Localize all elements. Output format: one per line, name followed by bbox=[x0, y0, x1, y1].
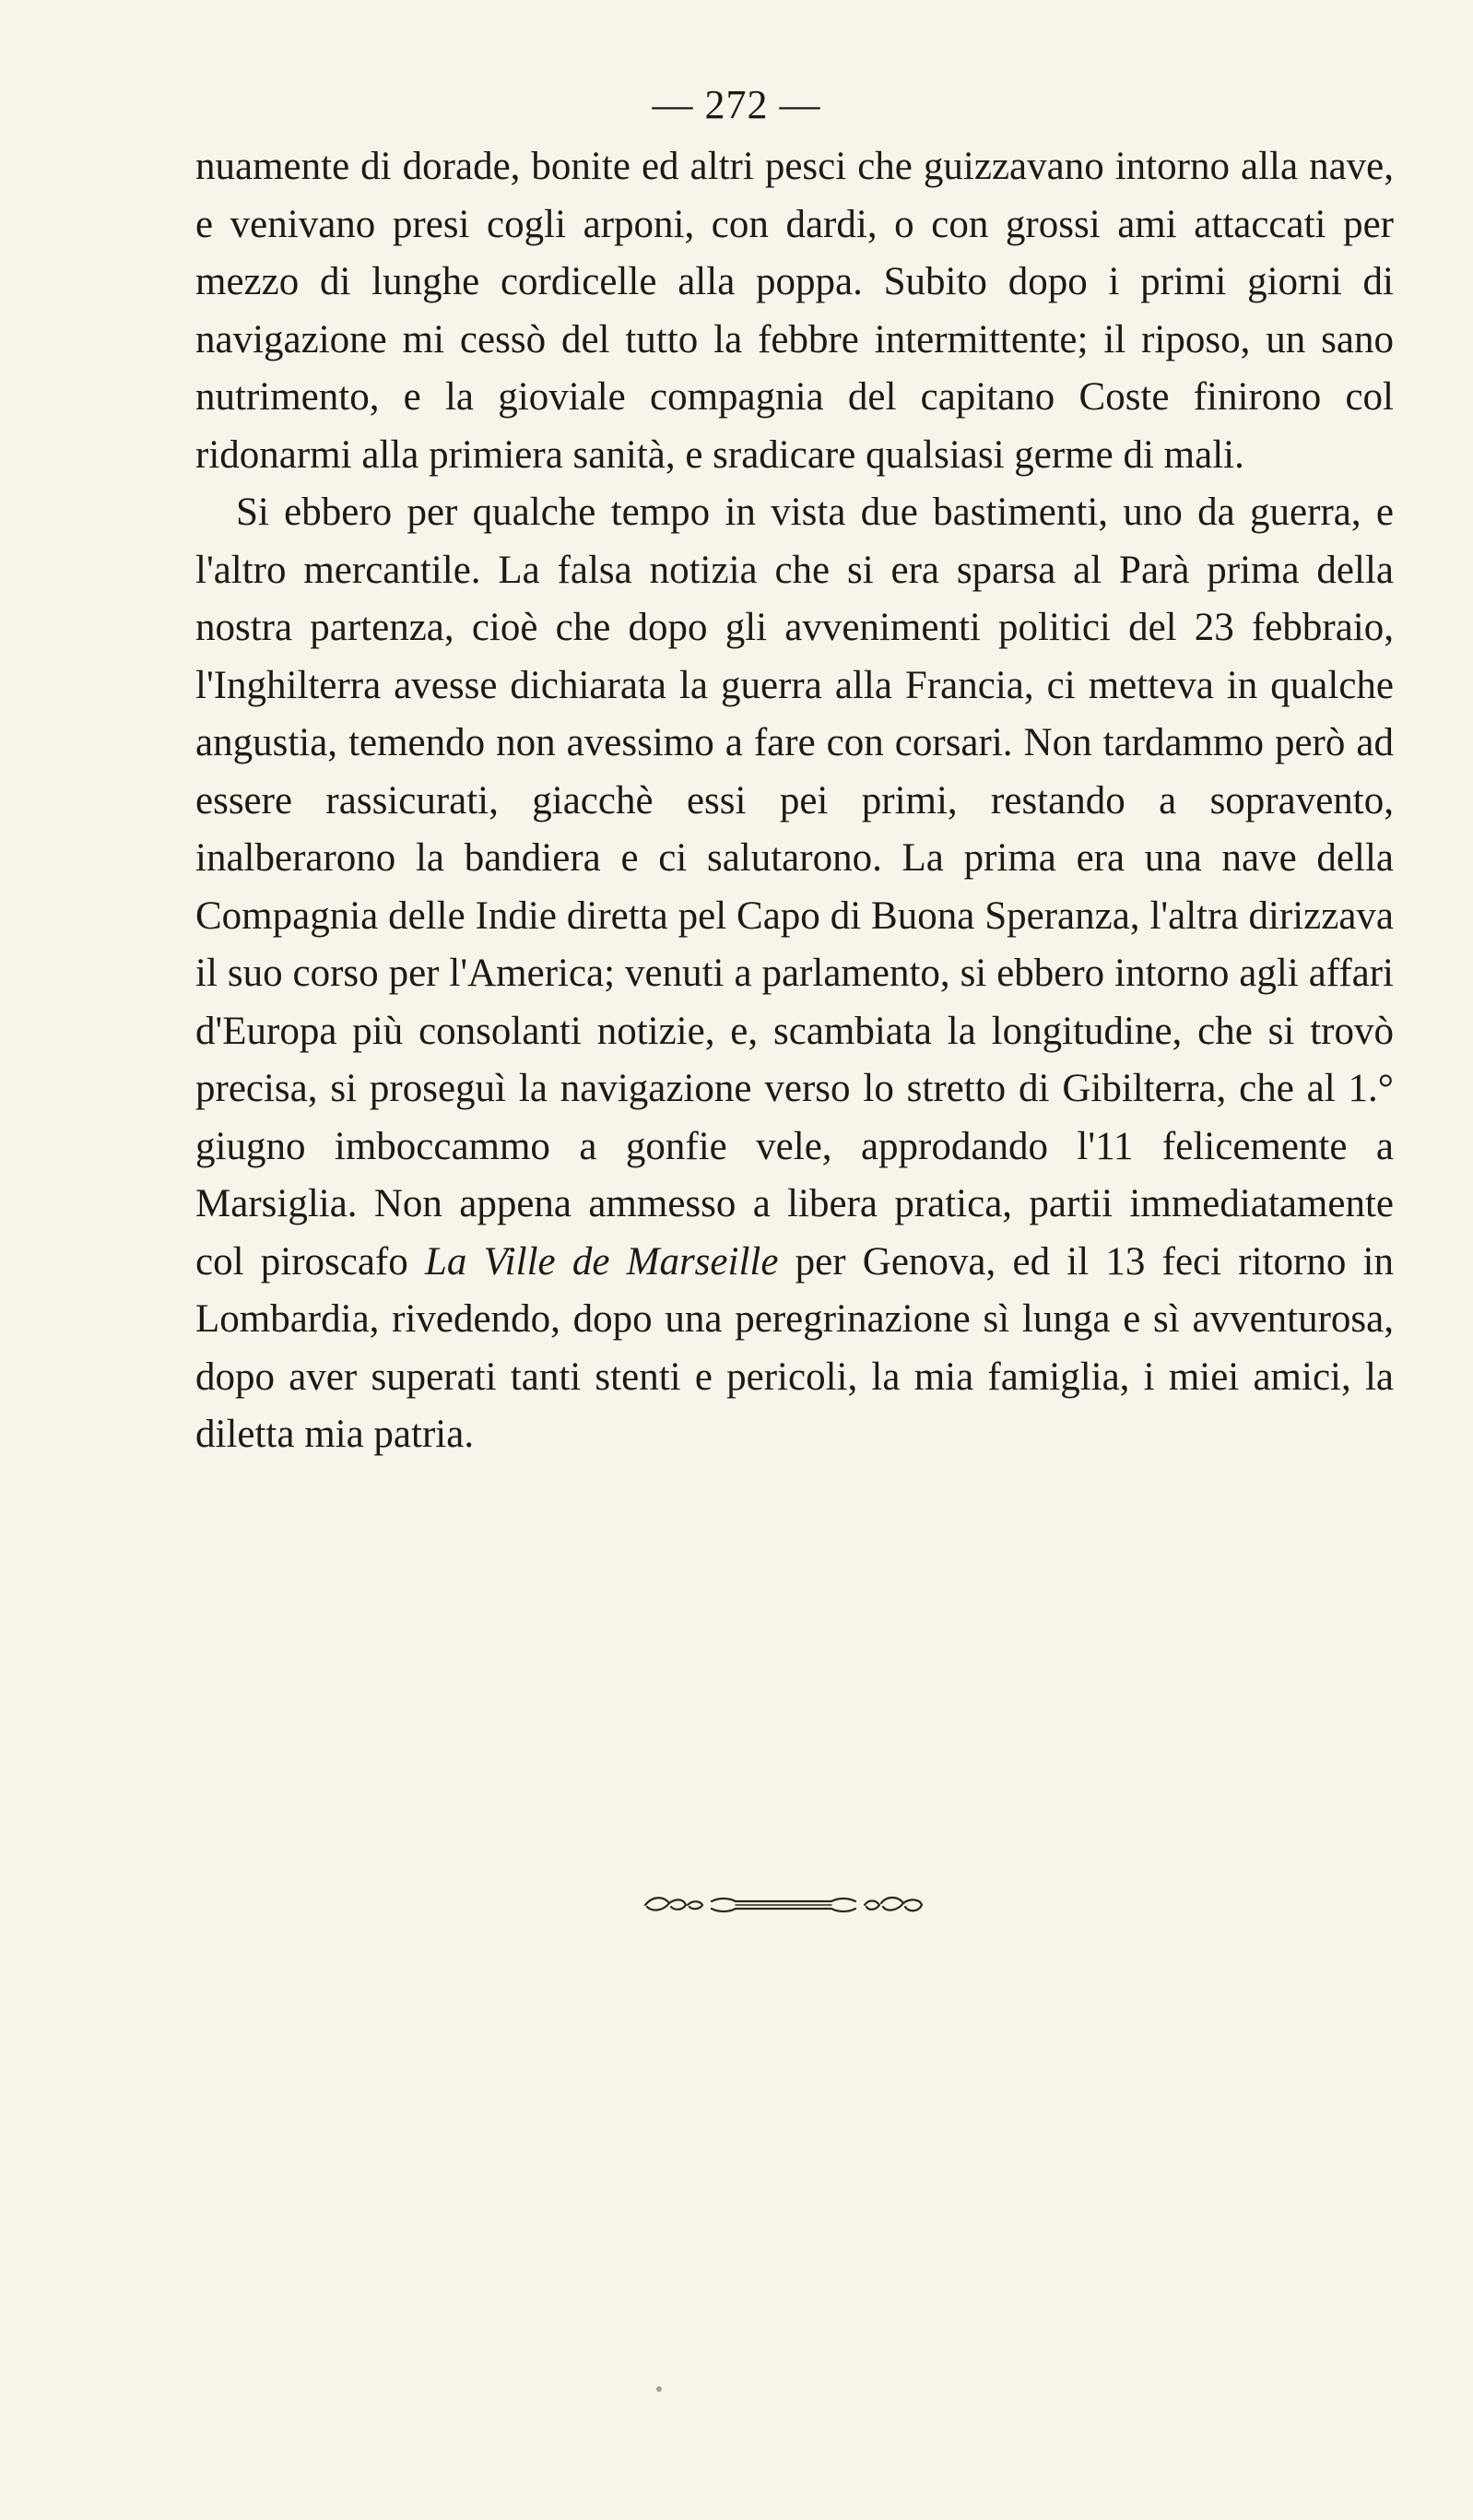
body-text bbox=[195, 138, 1394, 1464]
page-number: — 272 — bbox=[652, 82, 821, 127]
paragraph-2-text: Si ebbero per qualche tempo in vista due bastimenti, uno da guerra, e l'altro mercantile. La falsa notizia che si era sparsa al Parà prima della nostra partenza, cioè che dopo gli avvenimenti politici del 23 febbraio, l'Inghilterra avesse dichiarata la guerra alla Francia, ci metteva in qualche angustia, temendo non avessimo a fare con corsari. Non tardammo però ad essere rassicurati, giacchè essi pei primi, restando a sopravento, inalberarono la bandiera e ci salutarono. La prima era una nave della Compagnia delle Indie diretta pel Capo di Buona Speranza, l'altra dirizzava il suo corso per l'America; venuti a parlamento, si ebbero intorno agli affari d'Europa più consolanti notizie, e, scambiata la longitudine, che si trovò precisa, si proseguì la navigazione verso lo stretto di Gibilterra, che al 1.° giugno imboccammo a gonfie vele, approdando l'11 felicemente a Marsiglia. Non appena ammesso a libera pratica, partii immediatamente col piroscafo bbox=[195, 491, 1394, 1284]
paragraph-2 bbox=[195, 484, 1394, 1464]
paragraph-2-tail: per Genova, ed il 13 feci ritorno in Lombardia, rivedendo, dopo una peregrinazione sì lunga e sì avventurosa, dopo aver superati tanti stenti e pericoli, la mia famiglia, i miei amici, la diletta mia patria. bbox=[195, 1239, 1394, 1456]
tailpiece-ornament-icon bbox=[636, 1887, 931, 1923]
paragraph-1: nuamente di dorade, bonite ed altri pesci che guizzavano intorno alla nave, e venivano presi cogli arponi, con dardi, o con grossi ami attaccati per mezzo di lunghe cordicelle alla poppa. Subito dopo i primi giorni di navigazione mi cessò del tutto la febbre intermittente; il riposo, un sano nutrimento, e la gioviale compagnia del capitano Coste finirono col ridonarmi alla primiera sanità, e sradicare qualsiasi germe di mali. bbox=[195, 145, 1394, 477]
ship-name-italic: La Ville de Marseille bbox=[424, 1239, 779, 1284]
paper-speck bbox=[656, 2386, 662, 2392]
